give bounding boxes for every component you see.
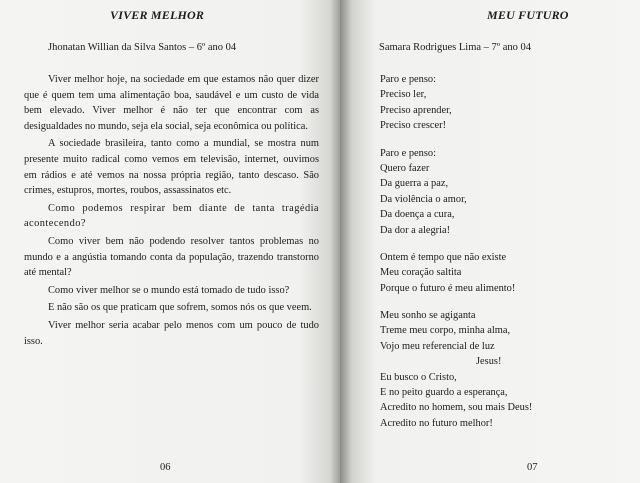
right-page-author: Samara Rodrigues Lima – 7º ano 04 [379,42,531,53]
poem-line: Vojo meu referencial de luz [380,340,495,352]
poem-line: Da dor a alegria! [380,224,451,236]
poem-line: Preciso aprender, [380,104,452,116]
poem-line: Meu sonho se agiganta [380,310,476,322]
left-page-title: VIVER MELHOR [110,8,205,22]
essay-paragraph: A sociedade brasileira, tanto como a mundial, se mostra num presente muito radical como vemos em televisão, internet, ouvimos em rádios e até vemos na nossa própria região, tanto descaso. São crimes, estupros, mortes, roubos, assassinatos etc. [24,138,319,197]
right-page-title: MEU FUTURO [487,8,569,22]
right-page [340,0,640,483]
poem-line: Acredito no homem, sou mais Deus! [380,402,533,414]
poem-stanza [380,72,620,134]
poem-stanza [380,146,620,238]
poem-line: Meu coração saltita [380,267,462,279]
poem-line: Preciso crescer! [380,120,447,132]
essay-paragraph: E não são os que praticam que sofrem, somos nós os que veem. [48,302,312,314]
left-page-number: 06 [160,462,171,473]
poem-line: Jesus! [476,356,502,368]
poem-line: Paro e penso: [380,74,436,85]
poem-line: Porque o futuro é meu alimento! [380,282,516,294]
poem-stanza [380,308,620,431]
poem-line: Treme meu corpo, minha alma, [380,325,511,337]
essay-body [24,72,319,351]
essay-paragraph: Viver melhor hoje, na sociedade em que estamos não quer dizer que é quem tem uma alimentação boa, saudável e um custo de vida bem elevado. Viver melhor é não ter que encontrar com as desigualdades no mundo, seja ela social, seja econômica ou política. [24,74,319,132]
essay-paragraph: Como viver melhor se o mundo está tomado de tudo isso? [48,284,290,296]
poem-line: Eu busco o Cristo, [380,371,457,383]
poem-line: Da doença a cura, [380,209,455,221]
poem-line: Da violência o amor, [380,193,467,205]
right-page-number: 07 [527,462,538,473]
poem-line: Paro e penso: [380,147,436,159]
left-page-author: Jhonatan Willian da Silva Santos – 6º ano 04 [48,42,237,53]
essay-paragraph: Como viver bem não podendo resolver tantos problemas no mundo e a angústia tomando conta da população, trazendo transtorno até mental? [24,235,319,279]
essay-paragraph: Viver melhor seria acabar pelo menos com um pouco de tudo isso. [24,319,319,347]
poem-line: Ontem é tempo que não existe [380,251,507,263]
poem-line: Preciso ler, [380,89,427,101]
poem-line: Acredito no futuro melhor! [380,417,493,429]
poem-stanza [380,250,620,296]
poem-line: E no peito guardo a esperança, [380,387,508,399]
essay-paragraph: Como podemos respirar bem diante de tanta tragédia acontecendo? [24,202,319,230]
poem-body [380,72,620,443]
poem-line: Da guerra a paz, [380,178,449,190]
poem-line: Quero fazer [380,162,430,174]
